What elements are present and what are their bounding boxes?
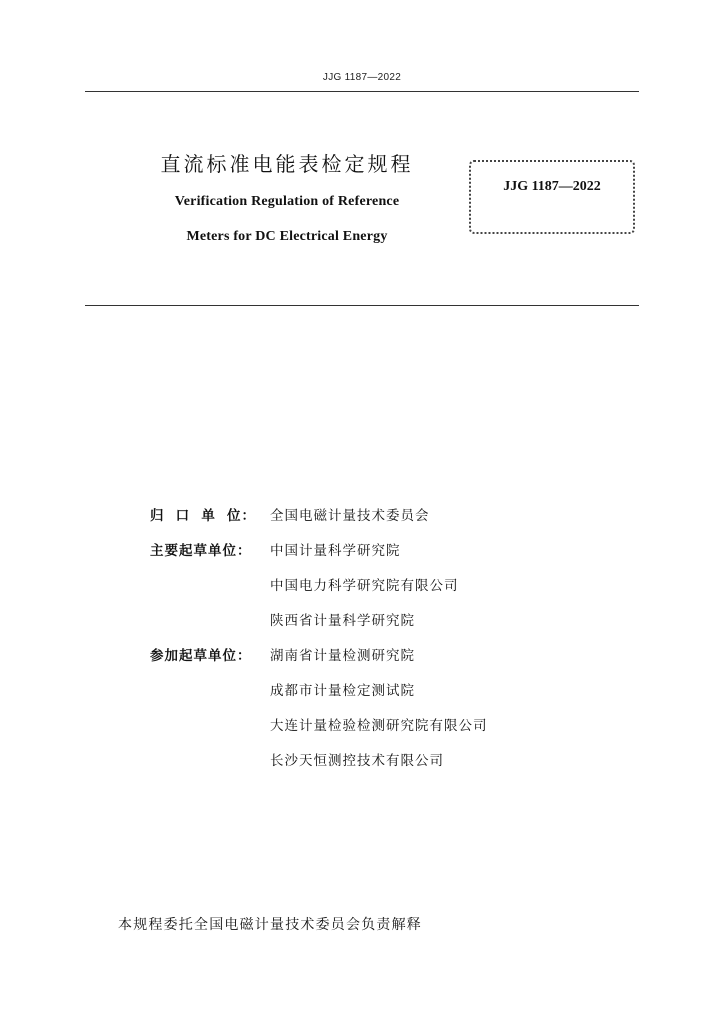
title-divider xyxy=(85,305,639,306)
participating-unit: 大连计量检验检测研究院有限公司 xyxy=(270,718,488,734)
participating-unit-row xyxy=(150,716,650,751)
participating-unit-row xyxy=(150,751,650,786)
participating-unit-row xyxy=(150,681,650,716)
main-drafting-unit: 陕西省计量科学研究院 xyxy=(270,613,415,629)
document-title-english-line-2: Meters for DC Electrical Energy xyxy=(186,229,388,244)
main-drafting-unit-row xyxy=(150,611,650,646)
document-title-chinese: 直流标准电能表检定规程 xyxy=(160,152,414,176)
participating-unit: 成都市计量检定测试院 xyxy=(270,683,415,699)
running-header-code: JJG 1187—2022 xyxy=(322,72,402,83)
organization-list xyxy=(150,506,650,786)
main-drafting-unit: 中国计量科学研究院 xyxy=(270,543,401,559)
main-drafting-unit-row xyxy=(150,541,650,576)
interpretation-note: 本规程委托全国电磁计量技术委员会负责解释 xyxy=(118,917,422,933)
main-drafting-unit: 中国电力科学研究院有限公司 xyxy=(270,578,459,594)
participating-unit: 长沙天恒测控技术有限公司 xyxy=(270,753,444,769)
main-drafting-unit-row xyxy=(150,576,650,611)
regulation-code-box xyxy=(469,160,635,234)
responsible-unit: 全国电磁计量技术委员会 xyxy=(270,508,430,524)
participating-label: 参加起草单位： xyxy=(150,648,252,664)
responsible-unit-row xyxy=(150,506,650,541)
document-title-english-line-1: Verification Regulation of Reference xyxy=(174,194,400,209)
main-drafting-label: 主要起草单位： xyxy=(150,543,252,559)
participating-unit-row xyxy=(150,646,650,681)
participating-unit: 湖南省计量检测研究院 xyxy=(270,648,415,664)
responsible-unit-label: 归 口 单 位： xyxy=(150,508,256,524)
header-divider xyxy=(85,91,639,92)
regulation-code: JJG 1187—2022 xyxy=(503,179,601,194)
